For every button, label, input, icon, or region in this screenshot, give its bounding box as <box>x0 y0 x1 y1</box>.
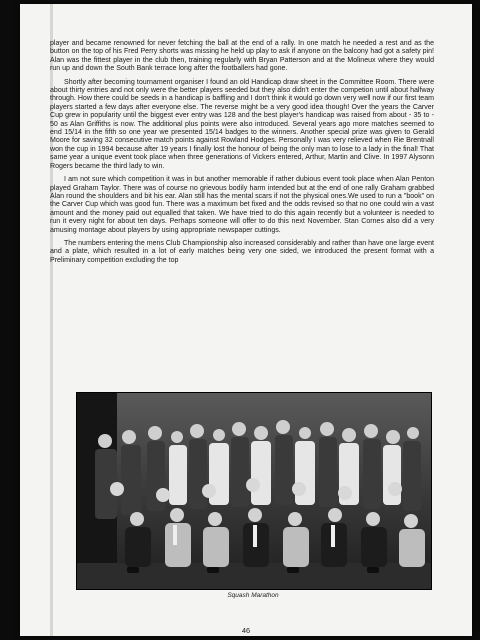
page-number: 46 <box>241 626 251 635</box>
article-paragraph-2: Shortly after becoming tournament organiser I found an old Handicap draw sheet in the Committee Room. There were about thirty entries and not only were the better players seeded but they also didn't enter the competion until about halfway through. How there could be seeds in a handicap is baffling and I don't think it would go down very well now if our first team players started a few days after everyone else. The reverse might be a very good idea though! Over the years the Carver Cup grew in popularity until the biggest ever entry was 128 and the best player's handicap was raised from about - 35 to - 50 as Alan Griffiths is now. The additional plus points were also introduced. Several years ago more matches seemed to end 15/14 in the fifth so one year we presented 15/14 badges to the winners. Another special prize was given to Gerald Moore for saving 32 consecutive match points against Rowland Hodges. Personally I was very relieved when Rie Brentnall won the cup in 1994 because after 19 years I finally lost the honour of being the only man to lose to a lady in the final! That same year a unique event took place when three generations of Vickers entered, Arthur, Martin and Clive. In 1997 Alysonn Rogers became the third lady to win. <box>50 78 434 170</box>
article-body <box>50 40 434 270</box>
group-photo-illustration <box>77 393 431 589</box>
magazine-page <box>20 4 472 636</box>
photo-caption: Squash Marathon <box>227 592 279 599</box>
article-paragraph-4: The numbers entering the mens Club Championship also increased considerably and rather than have one large event and a plate, which resulted in a lot of early matches being very one sided, we introduced the present format with a Preliminary competition excluding the top <box>50 239 434 264</box>
article-paragraph-1: player and became renowned for never fetching the ball at the end of a rally. In one match he needed a rest and as the button on the top of his Fred Perry shorts was missing he held up play to ask if anyone on the balcony had got a safety pin! Alan was the fittest player in the club then, training regularly with Bryan Patterson and at the Molineux where they would run up and down the South Bank terrace long after the footballers had gone. <box>50 40 434 73</box>
group-photo <box>76 392 432 590</box>
article-paragraph-3: I am not sure which competition it was in but another memorable if rather dubious event took place when Alan Penton played Graham Taylor. There was of course no grievous bodily harm intended but at the end of one rally Graham grabbed Alan round the shoulders and bit his ear. Alan still has the mental scars if not the physical ones.We used to run a "book" on the Carver Cup which was good fun. There was a maximum bet fixed and the odds revised so that no one could win a vast amount and the money paid out equalled that taken. We have tried to do this again recently but a volunteer is needed to run it every night for about ten days. Perhaps someone will offer to do this next November. Stan Cornes also did a very amusing montage about players by using appropriate newspaper cuttings. <box>50 176 434 234</box>
